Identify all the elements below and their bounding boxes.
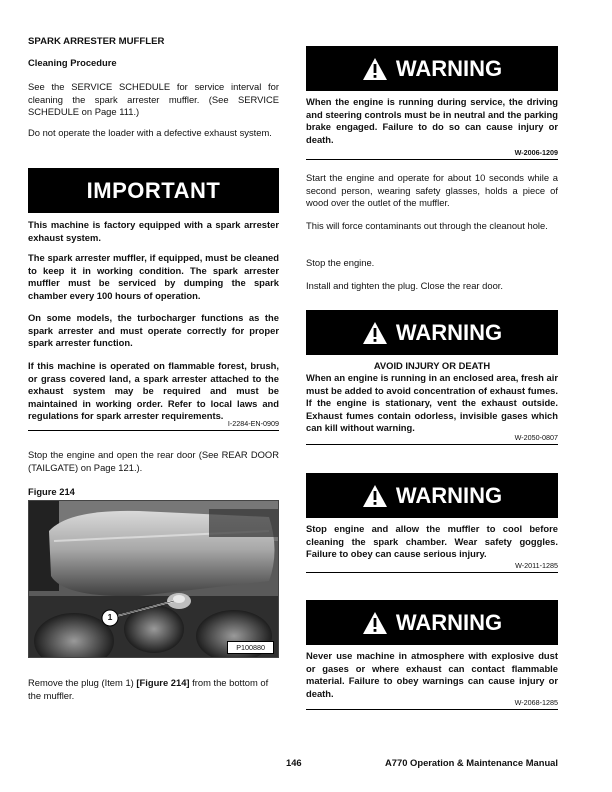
warning-triangle-icon (362, 484, 388, 508)
section-title: SPARK ARRESTER MUFFLER (28, 36, 165, 47)
warning-2-code: W-2050-0807 (514, 433, 558, 442)
important-text-4: If this machine is operated on flammable forest, brush, or grass covered land, a spark arrester attached to the exhaust system may be required and must be maintained in working order. Refer to local laws and regulations for spark arrester requirements. (28, 360, 279, 422)
warning-3-code: W-2011-1285 (515, 561, 558, 570)
important-divider (28, 430, 279, 431)
warning-banner-1-label: WARNING (395, 55, 503, 81)
warning-banner-4 (306, 600, 558, 645)
stop-engine-paragraph: Stop the engine and open the rear door (See REAR DOOR (TAILGATE) on Page 121.). (28, 449, 279, 473)
warning-banner-2 (306, 310, 558, 355)
important-text-2: The spark arrester muffler, if equipped, must be cleaned to keep it in working condition. The spark arrester muffler must be serviced by dumping the spark chamber every 100 hours of operation. (28, 252, 279, 301)
important-text-1: This machine is factory equipped with a spark arrester exhaust system. (28, 219, 279, 243)
warning-4-divider (306, 709, 558, 710)
warning-2-divider (306, 444, 558, 445)
figure-label: Figure 214 (28, 486, 75, 497)
important-text-3: On some models, the turbocharger functions as the spark arrester and must operate correctly for proper spark arrester function. (28, 312, 279, 349)
defective-exhaust-paragraph: Do not operate the loader with a defective exhaust system. (28, 127, 272, 138)
install-plug-step: Install and tighten the plug. Close the rear door. (306, 280, 504, 291)
warning-banner-4-label: WARNING (395, 609, 503, 635)
item-1-callout: 1 (107, 612, 113, 622)
figure-reference: [Figure 214] (136, 677, 190, 688)
warning-banner-2-label: WARNING (395, 319, 503, 345)
muffler-photo-illustration (29, 501, 279, 658)
warning-2-text: When an engine is running in an enclosed area, fresh air must be added to avoid concentration of exhaust fumes. If the engine is stationary, vent the exhaust outside. Exhaust fumes contain odorless, invisible gases which can kill without warning. (306, 372, 558, 434)
subsection-title: Cleaning Procedure (28, 57, 117, 68)
remove-plug-paragraph (28, 677, 281, 702)
schedule-paragraph: See the SERVICE SCHEDULE for service interval for cleaning the spark arrester muffler. (See SERVICE SCHEDULE on Page 111.) (28, 81, 279, 118)
remove-plug-text-b: from the bottom of the muffler. (28, 677, 269, 701)
warning-2-heading: AVOID INJURY OR DEATH (373, 360, 491, 371)
warning-banner-3-label: WARNING (395, 482, 503, 508)
warning-4-text: Never use machine in atmosphere with explosive dust or gases or where exhaust can contact flammable material. Failure to obey warnings can cause injury or death. (306, 650, 558, 699)
important-code: I-2284-EN-0909 (227, 419, 279, 428)
warning-4-code: W-2068-1285 (514, 698, 558, 707)
warning-1-code: W-2006-1209 (514, 148, 558, 157)
stop-engine-step: Stop the engine. (306, 257, 375, 268)
warning-banner-1 (306, 46, 558, 91)
warning-3-divider (306, 572, 558, 573)
remove-plug-text-a: Remove the plug (Item 1) (28, 677, 137, 688)
start-engine-paragraph: Start the engine and operate for about 10 seconds while a second person, wearing safety glasses, holds a piece of wood over the outlet of the muffler. (306, 172, 558, 209)
warning-banner-3 (306, 473, 558, 518)
page-number: 146 (286, 757, 302, 768)
warning-1-divider (306, 159, 558, 160)
photo-code: P100880 (227, 641, 274, 654)
warning-triangle-icon (362, 57, 388, 81)
important-banner-label: IMPORTANT (86, 177, 221, 203)
contaminants-paragraph: This will force contaminants out through the cleanout hole. (306, 220, 548, 231)
warning-1-text: When the engine is running during service, the driving and steering controls must be in neutral and the parking brake engaged. Failure to do so can cause injury or death. (306, 96, 558, 145)
warning-3-text: Stop engine and allow the muffler to cool before cleaning the spark chamber. Wear safety goggles. Failure to obey can cause serious injury. (306, 523, 558, 560)
manual-title: A770 Operation & Maintenance Manual (385, 757, 558, 768)
warning-triangle-icon (362, 611, 388, 635)
important-banner (28, 168, 279, 213)
warning-triangle-icon (362, 321, 388, 345)
figure-214-photo (28, 500, 279, 658)
